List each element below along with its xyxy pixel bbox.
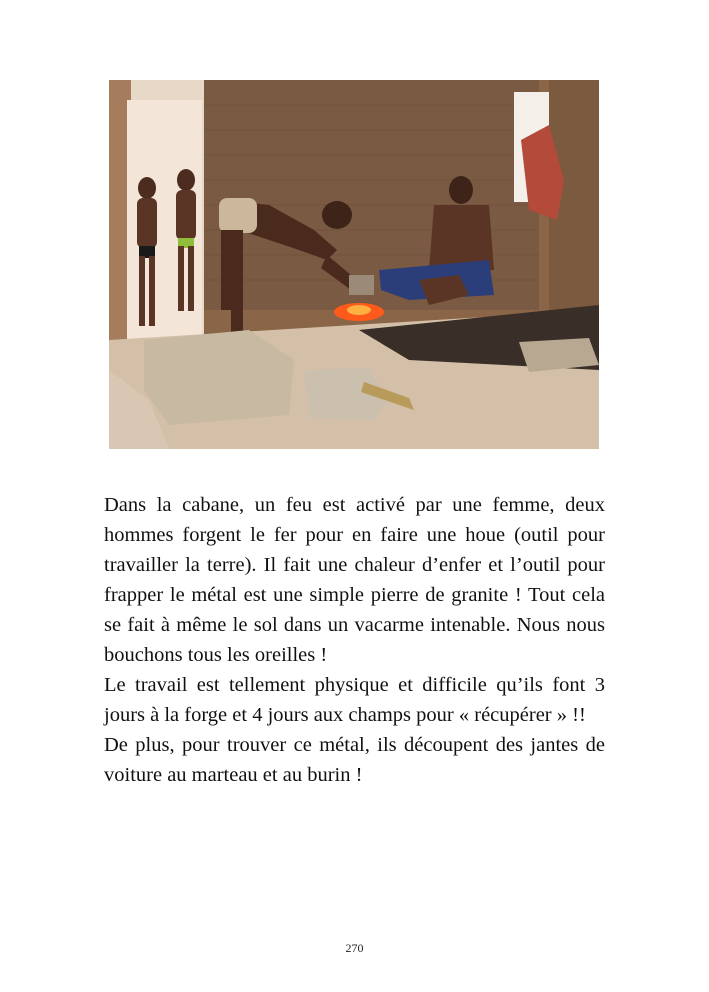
forge-photo bbox=[109, 80, 599, 449]
page-number: 270 bbox=[345, 941, 364, 955]
body-text bbox=[104, 490, 605, 790]
paragraph: Le travail est tellement physique et difficile qu’ils font 3 jours à la forge et 4 jours aux champs pour « récupérer » !! bbox=[104, 674, 605, 726]
paragraph: Dans la cabane, un feu est activé par une femme, deux hommes forgent le fer pour en faire une houe (outil pour travailler la terre). Il fait une chaleur d’enfer et l’outil pour frapper le métal est une simple pierre de granite ! Tout cela se fait à même le sol dans un vacarme intenable. Nous nous bouchons tous les oreilles ! bbox=[104, 494, 605, 666]
paragraph: De plus, pour trouver ce métal, ils découpent des jantes de voiture au marteau et au burin ! bbox=[104, 734, 605, 786]
